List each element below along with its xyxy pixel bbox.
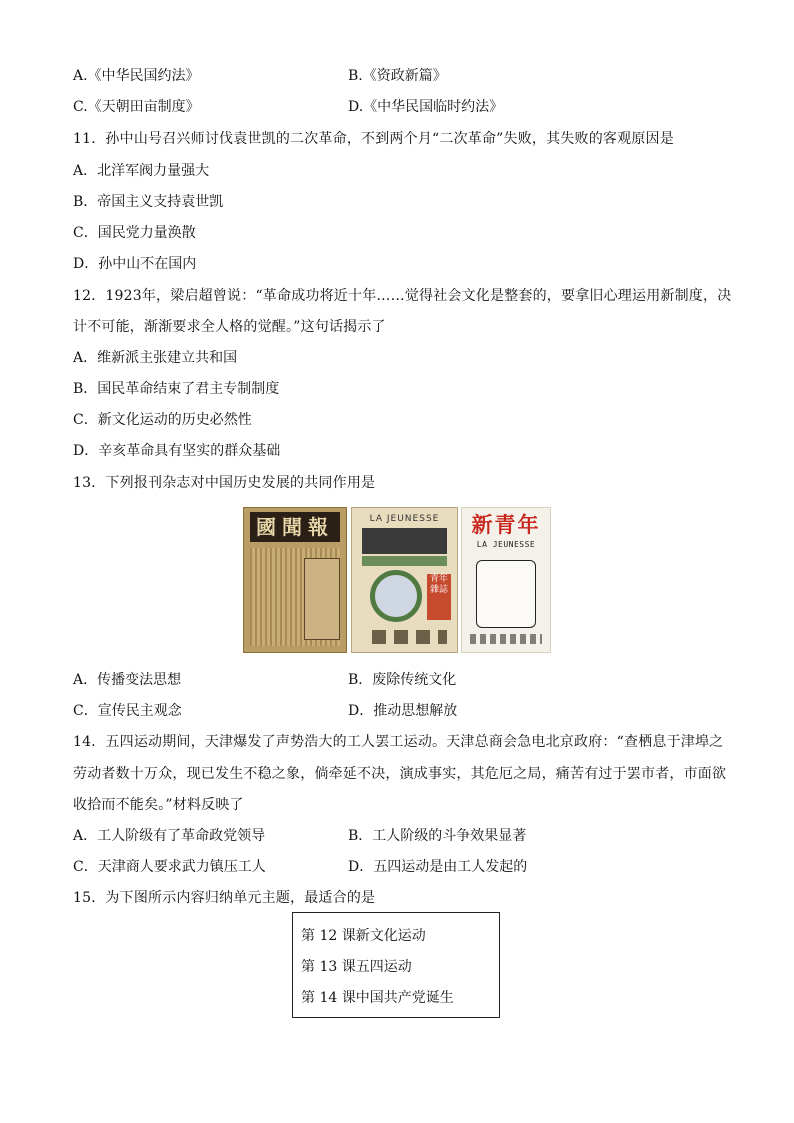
lesson-item: 第 13 课五四运动 [301, 959, 412, 975]
q10-option-c: C.《天朝田亩制度》 [73, 99, 200, 115]
guowenbao-cover-image [243, 507, 347, 653]
xin-qingnian-cover-image [461, 507, 551, 653]
cover3-title: 新青年 [471, 512, 541, 537]
lesson-item: 第 12 课新文化运动 [301, 928, 426, 944]
qingnian-zazhi-cover-image [351, 507, 458, 653]
q11-stem: 11．孙中山号召兴师讨伐袁世凯的二次革命，不到两个月“二次革命”失败，其失败的客观原因是 [73, 131, 674, 147]
q15-stem: 15．为下图所示内容归纳单元主题，最适合的是 [73, 890, 376, 906]
cover2-side-title: 青年雜誌 [427, 574, 451, 620]
cover2-bottom-boxes [372, 630, 447, 644]
q11-option-a: A．北洋军阀力量强大 [73, 163, 210, 179]
q14-option-a: A．工人阶级有了革命政党领导 [73, 828, 266, 844]
q14-option-c: C．天津商人要求武力镇压工人 [73, 859, 266, 875]
lesson-item: 第 14 课中国共产党诞生 [301, 990, 454, 1006]
cover1-title-box [304, 558, 340, 640]
cover2-crowd-band [362, 528, 447, 554]
q10-option-d: D.《中华民国临时约法》 [348, 99, 504, 115]
cover1-title: 國聞報 [250, 512, 340, 542]
q13-stem: 13．下列报刊杂志对中国历史发展的共同作用是 [73, 475, 376, 491]
cover3-subtitle: LA JEUNESSE [476, 540, 536, 549]
q11-option-d: D．孙中山不在国内 [73, 256, 197, 272]
q14-stem-line1: 14．五四运动期间，天津爆发了声势浩大的工人罢工运动。天津总商会急电北京政府：“查栖息于津埠之 [73, 734, 724, 750]
cover3-footer-text [470, 634, 542, 644]
q12-option-b: B．国民革命结束了君主专制制度 [73, 381, 280, 397]
q12-option-a: A．维新派主张建立共和国 [73, 350, 238, 366]
q13-option-a: A．传播变法思想 [73, 672, 182, 688]
q12-stem-line1: 12．1923年，梁启超曾说：“革命成功将近十年……觉得社会文化是整套的，要拿旧心理运用新制度，决 [73, 288, 732, 304]
q12-option-d: D．辛亥革命具有坚实的群众基础 [73, 443, 281, 459]
q11-option-c: C．国民党力量涣散 [73, 225, 196, 241]
q14-option-d: D．五四运动是由工人发起的 [348, 859, 528, 875]
cover3-ornament-frame [476, 560, 536, 628]
cover2-header: LA JEUNESSE [369, 514, 440, 524]
q15-lesson-box [292, 912, 500, 1018]
cover2-green-band [362, 556, 447, 566]
q10-option-b: B.《资政新篇》 [348, 68, 447, 84]
q12-option-c: C．新文化运动的历史必然性 [73, 412, 252, 428]
q14-stem-line3: 收拾而不能矣。”材料反映了 [73, 797, 244, 813]
q14-stem-line2: 劳动者数十万众，现已发生不稳之象，倘牵延不决，演成事实，其危厄之局，痛苦有过于罢市者，市面欲 [73, 766, 727, 782]
cover2-portrait-wreath [370, 570, 422, 622]
q13-option-b: B．废除传统文化 [348, 672, 457, 688]
q14-option-b: B．工人阶级的斗争效果显著 [348, 828, 527, 844]
q13-option-d: D．推动思想解放 [348, 703, 458, 719]
q13-option-c: C．宣传民主观念 [73, 703, 182, 719]
q10-option-a: A.《中华民国约法》 [73, 68, 200, 84]
q12-stem-line2: 计不可能，渐渐要求全人格的觉醒。”这句话揭示了 [73, 319, 386, 335]
q11-option-b: B．帝国主义支持袁世凯 [73, 194, 224, 210]
